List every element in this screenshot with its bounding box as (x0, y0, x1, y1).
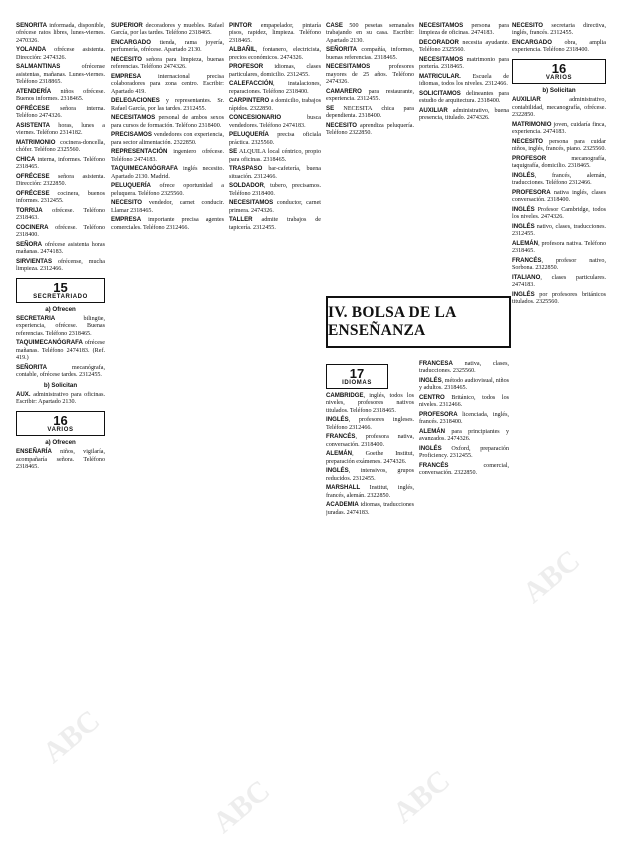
classified-ad: EMPRESA importante precisa agentes comerciales. Teléfono 2312466. (111, 216, 224, 231)
classified-ad: YOLANDA ofrécese asistenta. Dirección: 2474326. (16, 46, 105, 61)
ad-keyword: MATRIMONIO (512, 120, 552, 128)
classified-ad: INGLÉS Profesor Cambridge, todos los niveles. 2474326. (512, 205, 606, 221)
column-3 (229, 22, 321, 822)
ad-keyword: INGLÉS (326, 416, 349, 424)
ad-keyword: NECESITO (512, 137, 544, 145)
classified-ad: NECESITO señora para limpieza, buenas referencias. Teléfono 2474326. (111, 56, 224, 71)
ad-keyword: CARPINTERO (229, 97, 270, 105)
classified-ad: FRANCÉS, profesora nativa, conversación. 2318400. (326, 433, 414, 448)
ad-keyword: DELEGACIONES (111, 97, 160, 105)
ad-keyword: CONCESIONARIO (229, 114, 282, 122)
classified-ad: ALEMÁN, Goethe Institut, preparación exámenes. 2474326. (326, 450, 414, 465)
classified-ad: CARPINTERO a domicilio, trabajos rápidos. 2322850. (229, 97, 321, 112)
classified-ad: SOLDADOR, tubero, precisamos. Teléfono 2318400. (229, 182, 321, 197)
classified-ad: ALEMÁN para principiantes y avanzados. 2474326. (419, 428, 509, 443)
ad-keyword: PROFESOR (512, 154, 547, 162)
ad-keyword: ALBAÑIL (229, 46, 256, 54)
classified-ad: NECESITAMOS matrimonio para portería. 2318465. (419, 56, 509, 71)
classified-ad: CALEFACCIÓN, instalaciones, reparaciones. Teléfono 2318400. (229, 80, 321, 95)
ad-keyword: SE (229, 148, 238, 156)
classified-ad: SOLICITAMOS delineantes para estudio de arquitectura. 2318400. (419, 90, 509, 105)
ad-keyword: PROFESORA (512, 188, 551, 196)
ad-keyword: ENSEÑARÍA (16, 448, 52, 456)
classified-list-c5 (419, 22, 509, 123)
column-1 (16, 22, 105, 812)
classified-ad: PINTOR empapelador, pintaría pisos, rapidez, limpieza. Teléfono 2318465. (229, 22, 321, 44)
ad-keyword: SEÑORA (16, 240, 43, 248)
classified-ad: NECESITAMOS conductor, carnet primera. 2474326. (229, 199, 321, 214)
classified-ad: MATRICULAR. Escuela de idiomas, todos los niveles. 2312466. (419, 73, 509, 88)
classified-ad: INGLÉS, intensivos, grupos reducidos. 2312455. (326, 467, 414, 482)
ad-keyword: FRANCESA (419, 360, 453, 367)
ad-keyword: NECESITAMOS (229, 199, 274, 207)
ad-keyword: ASISTENTA (16, 121, 51, 129)
section-banner (326, 296, 511, 348)
ad-keyword: SALMANTINAS (16, 63, 61, 71)
ad-keyword: ALEMÁN (512, 239, 539, 247)
ad-keyword: INGLÉS (512, 171, 535, 179)
classified-ad: PROFESORA nativa inglés, clases conversación. 2318400. (512, 188, 606, 204)
column-6 (512, 22, 606, 822)
classified-ad: OFRÉCESE señora interna. Teléfono 2474326. (16, 104, 105, 120)
ad-keyword: TAQUIMECANÓGRAFA (16, 339, 83, 347)
ad-keyword: SEÑORITA (16, 363, 48, 371)
classified-ad: INGLÉS, francés, alemán, traducciones. Teléfono 2312466. (512, 171, 606, 187)
classified-ad: ENCARGADO obra, amplia experiencia. Teléfono 2318400. (512, 39, 606, 54)
classified-ad: SEÑORITA informada, disponible, ofrécese ratos libres, lunes-viernes. 2470326. (16, 22, 105, 44)
ad-keyword: INGLÉS (419, 377, 442, 384)
ad-keyword: FRANCÉS (419, 462, 449, 469)
classified-ad: SIRVIENTAS ofrécense, mucha limpieza. 2312466. (16, 257, 105, 273)
column-5-top (419, 22, 509, 312)
ad-keyword: PRECISAMOS (111, 131, 152, 139)
classified-ad: COCINERA ofrécese. Teléfono 2318400. (16, 223, 105, 239)
ad-keyword: DECORADOR (419, 39, 459, 46)
classified-ad: NECESITO vendedor, carnet conducir. Llamar 2318465. (111, 199, 224, 214)
classified-list-c6 (512, 22, 606, 55)
column-2 (111, 22, 224, 822)
classified-ad: INGLÉS por profesores británicos titulados. 2325560. (512, 290, 606, 306)
ad-keyword: MATRIMONIO (16, 138, 56, 146)
subsection-request: b) Solicitan (542, 86, 576, 94)
classified-ad: NECESITO persona para cuidar niños, inglés, francés, piano. 2325560. (512, 137, 606, 153)
ad-keyword: TORRIJA (16, 206, 43, 214)
classified-list-c4 (326, 22, 414, 138)
classified-ad: ITALIANO, clases particulares. 2474183. (512, 273, 606, 289)
subsection-request: b) Solicitan (43, 381, 78, 389)
classified-ad: OFRÉCESE señora asistenta. Dirección: 2322850. (16, 172, 105, 188)
classified-ad: TALLER admite trabajos de tapicería. 2312455. (229, 216, 321, 231)
classified-ad: FRANCÉS comercial, conversación. 2322850. (419, 462, 509, 477)
ad-keyword: ACADEMIA (326, 501, 359, 509)
classified-ad: SUPERIOR decoradores y muebles. Rafael García, por las tardes. Teléfono 2318465. (111, 22, 224, 37)
ad-keyword: OFRÉCESE (16, 104, 50, 112)
watermark: ABC (386, 763, 457, 830)
classified-ad: ASISTENTA horas, lunes a viernes. Teléfono 2314182. (16, 121, 105, 137)
classified-ad: CASE 500 pesetas semanales trabajando en su casa. Escribir: Apartado 2130. (326, 22, 414, 44)
classified-ad: INGLÉS, método audiovisual, niños y adultos. 2318465. (419, 377, 509, 392)
ad-keyword: AUXILIAR (512, 96, 541, 104)
watermark: ABC (36, 703, 107, 770)
ad-keyword: INGLÉS (512, 205, 535, 213)
classified-ad: PROFESOR mecanografía, taquigrafía, domicilio. 2318465. (512, 154, 606, 170)
classified-ad: DECORADOR necesita ayudante. Teléfono 2325560. (419, 39, 509, 54)
section-label: IDIOMAS (342, 380, 372, 386)
ad-keyword: TALLER (229, 216, 253, 224)
ad-keyword: PROFESORA (419, 411, 458, 418)
section-label: VARIOS (545, 74, 573, 81)
ad-keyword: SIRVIENTAS (16, 257, 53, 265)
ad-keyword: PROFESOR (229, 63, 264, 71)
section-header-16b (512, 59, 606, 84)
classified-ad: AUXILIAR administrativo, buena presencia, titulado. 2474326. (419, 107, 509, 122)
ad-keyword: PELUQUERÍA (111, 182, 151, 190)
classified-ad: NECESITAMOS profesores mayores de 25 años. Teléfono 2474326. (326, 63, 414, 86)
classified-ad: PELUQUERÍA ofrece oportunidad a peluquera. Teléfono 2325560. (111, 182, 224, 197)
ad-keyword: SUPERIOR (111, 22, 143, 29)
section-number: 16 (551, 60, 567, 76)
ad-keyword: SEÑORITA (16, 22, 48, 29)
ad-keyword: ENCARGADO (512, 39, 552, 46)
classified-ad: NECESITAMOS persona para limpieza de oficinas. 2474183. (419, 22, 509, 37)
classified-ad: SEÑORITA compañía, informes, buenas referencias. 2318465. (326, 46, 414, 61)
classified-ad: PROFESORA licenciada, inglés, francés. 2318400. (419, 411, 509, 426)
classified-ad: OFRÉCESE cocinera, buenos informes. 2312455. (16, 189, 105, 205)
ad-keyword: MARSHALL (326, 484, 361, 492)
classified-ad: ENSEÑARÍA niños, vigilaría, acompañaría señora. Teléfono 2318465. (16, 448, 105, 471)
ad-keyword: CENTRO (419, 394, 445, 401)
classified-list-c4b (326, 392, 414, 517)
classified-ad: TORRIJA ofrécese. Teléfono 2318463. (16, 206, 105, 222)
section-header-16 (16, 411, 105, 436)
classified-ad: PELUQUERÍA precisa oficiala práctica. 2325560. (229, 131, 321, 146)
classified-ad: REPRESENTACIÓN ingeniero ofrécese. Teléfono 2474183. (111, 148, 224, 163)
ad-keyword: EMPRESA (111, 216, 142, 224)
classified-ad: ACADEMIA idiomas, traducciones juradas. 2474183. (326, 501, 414, 516)
classified-ad: PRECISAMOS vendedores con experiencia, para sector alimentación. 2322850. (111, 131, 224, 146)
section-label: VARIOS (47, 426, 74, 433)
classified-ad: FRANCÉS, profesor nativo, Sorbona. 2322850. (512, 256, 606, 272)
ad-keyword: NECESITO (326, 121, 358, 129)
ad-keyword: EMPRESA (111, 73, 142, 80)
watermark: ABC (206, 773, 277, 840)
ad-keyword: INGLÉS (512, 290, 535, 298)
classified-list-c1d (16, 448, 105, 471)
section-header-15 (16, 278, 105, 303)
classified-ad: CONCESIONARIO busca vendedores. Teléfono 2474183. (229, 114, 321, 129)
ad-keyword: NECESITAMOS (326, 63, 371, 71)
ad-keyword: INGLÉS (512, 222, 535, 230)
ad-keyword: CASE (326, 22, 343, 29)
ad-keyword: YOLANDA (16, 46, 47, 54)
ad-keyword: COCINERA (16, 223, 49, 231)
subsection-offer: a) Ofrecen (45, 305, 76, 313)
classified-ad: MARSHALL Institut, inglés, francés, alemán. 2322850. (326, 484, 414, 499)
classified-ad: SE ALQUILA local céntrico, propio para oficinas. 2318465. (229, 148, 321, 163)
section-number: 17 (349, 366, 365, 381)
classified-ad: SE NECESITA chica para dependienta. 2318400. (326, 104, 414, 120)
ad-keyword: SE (326, 104, 335, 112)
ad-keyword: AUX. (16, 391, 31, 399)
ad-keyword: ATENDERÍA (16, 87, 52, 95)
classified-list-c6b (512, 96, 606, 306)
ad-keyword: MATRICULAR. (419, 73, 461, 80)
ad-keyword: NECESITAMOS (111, 114, 156, 122)
classified-ad: MATRIMONIO cocinera-doncella, chófer. Teléfono 2325560. (16, 138, 105, 154)
classified-ad: TAQUIMECANÓGRAFA ofrécese mañanas. Teléfono 2474183. (Ref. 419.) (16, 339, 105, 362)
classified-ad: FRANCESA nativa, clases, traducciones. 2325560. (419, 360, 509, 375)
ad-keyword: NECESITO (111, 56, 143, 63)
ad-keyword: INGLÉS (419, 445, 442, 452)
classified-ad: INGLÉS nativo, clases, traducciones. 2312455. (512, 222, 606, 238)
classified-ad: PROFESOR idiomas, clases particulares, domicilio. 2312455. (229, 63, 321, 78)
classified-list-c2 (111, 22, 224, 232)
column-4-bottom (326, 360, 414, 815)
column-5-bottom (419, 360, 509, 815)
classified-list-c3 (229, 22, 321, 232)
classified-ad: CHICA interna, informes. Teléfono 2318465. (16, 155, 105, 171)
ad-keyword: TRASPASO (229, 165, 263, 173)
classified-ad: EMPRESA internacional precisa colaboradores para zona centro. Escribir: Apartado 419. (111, 73, 224, 95)
ad-keyword: PELUQUERÍA (229, 131, 269, 139)
ad-keyword: ALEMÁN (326, 450, 353, 458)
ad-keyword: NECESITAMOS (419, 56, 464, 63)
ad-keyword: SOLDADOR (229, 182, 264, 190)
classified-ad: NECESITO aprendiza peluquería. Teléfono 2322850. (326, 121, 414, 137)
ad-keyword: INGLÉS (326, 467, 349, 475)
column-4-top (326, 22, 414, 312)
classified-ad: INGLÉS, profesores ingleses. Teléfono 2312466. (326, 416, 414, 431)
ad-keyword: SECRETARIA (16, 315, 56, 323)
ad-keyword: FRANCÉS (512, 256, 542, 264)
classified-ad: ALEMÁN, profesora nativa. Teléfono 2318465. (512, 239, 606, 255)
classified-list-c1b (16, 315, 105, 380)
classified-ad: CAMARERO para restaurante, experiencia. 2312455. (326, 87, 414, 103)
ad-keyword: AUXILIAR (419, 107, 448, 114)
ad-keyword: NECESITO (512, 22, 544, 29)
ad-keyword: OFRÉCESE (16, 189, 50, 197)
ad-keyword: ITALIANO (512, 273, 541, 281)
classified-ad: CENTRO Británico, todos los niveles. 2312466. (419, 394, 509, 409)
ad-keyword: ALEMÁN (419, 428, 446, 435)
classified-ad: INGLÉS Oxford, preparación Proficiency. 2312455. (419, 445, 509, 460)
classified-ad: NECESITAMOS personal de ambos sexos para cursos de formación. Teléfono 2318400. (111, 114, 224, 129)
ad-keyword: CAMBRIDGE (326, 392, 364, 399)
section-header-17 (326, 364, 388, 389)
ad-keyword: FRANCÉS (326, 433, 356, 441)
classified-ad: DELEGACIONES y representantes. Sr. Rafael García, por las tardes. 2312455. (111, 97, 224, 112)
classified-ad: AUX. administrativo para oficinas. Escribir: Apartado 2130. (16, 391, 105, 406)
ad-keyword: NECESITAMOS (419, 22, 464, 29)
classified-ad: SEÑORITA mecanógrafa, contable, ofrécese tardes. 2312455. (16, 363, 105, 379)
ad-keyword: CHICA (16, 155, 36, 163)
ad-keyword: CAMARERO (326, 87, 362, 95)
classified-list-c1 (16, 22, 105, 274)
classified-ad: TRASPASO bar-cafetería, buena situación. 2312466. (229, 165, 321, 180)
ad-keyword: NECESITO (111, 199, 143, 207)
classified-ad: ENCARGADO tienda, rama joyería, perfumería, ofrécese. Apartado 2130. (111, 39, 224, 54)
ad-keyword: ENCARGADO (111, 39, 151, 46)
subsection-offer: a) Ofrecen (45, 438, 76, 446)
classified-ad: MATRIMONIO joven, cuidaría finca, experiencia. 2474183. (512, 120, 606, 136)
ad-keyword: OFRÉCESE (16, 172, 50, 180)
classified-ad: ALBAÑIL, fontanero, electricista, precios económicos. 2474326. (229, 46, 321, 61)
classified-list-c1c (16, 391, 105, 407)
classified-ad: SECRETARIA bilingüe, experiencia, ofrécese. Buenas referencias. Teléfono 2318465. (16, 315, 105, 337)
watermark: ABC (516, 543, 587, 610)
section-number: 15 (53, 279, 68, 295)
ad-keyword: CALEFACCIÓN (229, 80, 274, 88)
classified-ad: SEÑORA ofrécese asistenta horas mañanas. 2474183. (16, 240, 105, 256)
ad-keyword: TAQUIMECANÓGRAFA (111, 165, 178, 173)
classified-ad: SALMANTINAS ofrécense asistentas, mañanas. Lunes-viernes. Teléfono 2318865. (16, 63, 105, 86)
ad-keyword: REPRESENTACIÓN (111, 148, 168, 156)
classified-ad: CAMBRIDGE, inglés, todos los niveles, profesores nativos titulados. Teléfono 2318465. (326, 392, 414, 414)
classified-ad: AUXILIAR administrativo, contabilidad, mecanografía, ofrécese. 2322850. (512, 96, 606, 119)
ad-keyword: SOLICITAMOS (419, 90, 461, 97)
ad-keyword: PINTOR (229, 22, 252, 29)
classified-ad: ATENDERÍA niños ofrécese. Buenos informes. 2318465. (16, 87, 105, 103)
ad-keyword: SEÑORITA (326, 46, 358, 54)
section-number: 16 (53, 412, 68, 428)
classified-ad: NECESITO secretaria directiva, inglés, francés. 2312455. (512, 22, 606, 37)
classified-ad: TAQUIMECANÓGRAFA inglés necesito. Apartado 2130. Madrid. (111, 165, 224, 180)
section-label: SECRETARIADO (33, 293, 88, 300)
banner-title: IV. BOLSA DE LA ENSEÑANZA (328, 304, 456, 339)
classified-list-c5b (419, 360, 509, 478)
